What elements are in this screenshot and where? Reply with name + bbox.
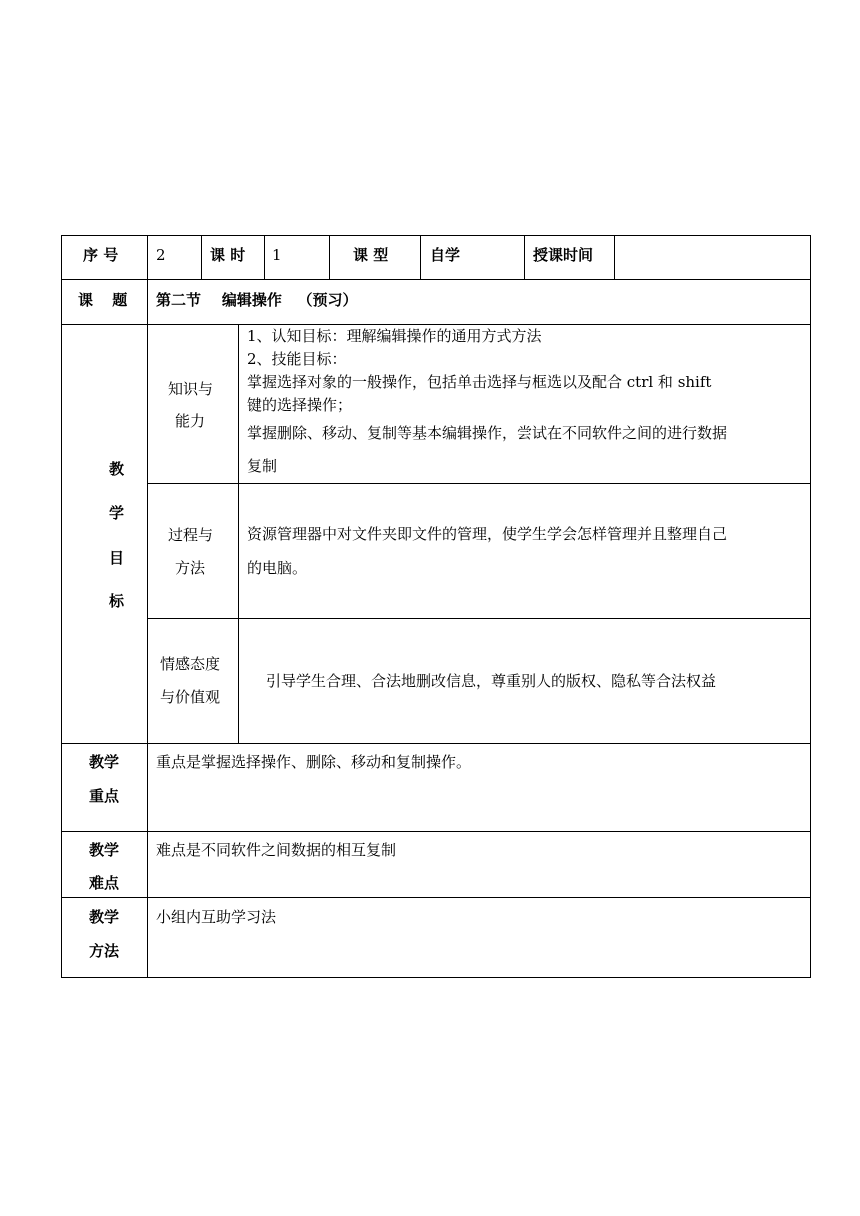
knowledge-label-line2: 能力 xyxy=(175,412,206,430)
method-content: 小组内互助学习法 xyxy=(156,908,277,926)
lesson-hours-value: 1 xyxy=(272,246,282,264)
process-content-line1: 资源管理器中对文件夹即文件的管理，使学生学会怎样管理并且整理自己 xyxy=(247,525,728,543)
emotion-content: 引导学生合理、合法地删改信息，尊重别人的版权、隐私等合法权益 xyxy=(266,672,717,690)
method-label-line1: 教学 xyxy=(89,908,120,926)
topic-value: 第二节 编辑操作 （预习） xyxy=(156,291,358,309)
knowledge-line: 复制 xyxy=(247,457,278,475)
topic-label: 课 题 xyxy=(78,291,128,309)
focus-label-line1: 教学 xyxy=(89,753,120,771)
focus-label-line2: 重点 xyxy=(89,787,120,805)
knowledge-line: 1、认知目标：理解编辑操作的通用方式方法 xyxy=(247,327,542,345)
goals-label-char: 学 xyxy=(109,504,125,522)
seq-value: 2 xyxy=(156,246,166,264)
knowledge-line: 掌握选择对象的一般操作，包括单击选择与框选以及配合 ctrl 和 shift xyxy=(247,373,712,391)
knowledge-label-line1: 知识与 xyxy=(168,380,214,398)
knowledge-line: 键的选择操作； xyxy=(247,396,353,414)
difficulty-label-line2: 难点 xyxy=(89,874,120,892)
difficulty-label-line1: 教学 xyxy=(89,841,120,859)
difficulty-content: 难点是不同软件之间数据的相互复制 xyxy=(156,841,397,859)
lesson-type-label: 课 型 xyxy=(353,246,389,264)
emotion-label-line1: 情感态度 xyxy=(160,655,221,673)
emotion-label-line2: 与价值观 xyxy=(160,688,221,706)
goals-label-char: 标 xyxy=(109,592,125,610)
lesson-hours-label: 课 时 xyxy=(210,246,246,264)
lesson-type-value: 自学 xyxy=(430,246,461,264)
goals-label-char: 教 xyxy=(109,460,125,478)
goals-label-char: 目 xyxy=(109,549,125,567)
focus-content: 重点是掌握选择操作、删除、移动和复制操作。 xyxy=(156,753,472,771)
process-content-line2: 的电脑。 xyxy=(247,559,308,577)
knowledge-line: 掌握删除、移动、复制等基本编辑操作，尝试在不同软件之间的进行数据 xyxy=(247,424,728,442)
process-label-line1: 过程与 xyxy=(168,526,214,544)
seq-label: 序 号 xyxy=(83,246,119,264)
method-label-line2: 方法 xyxy=(89,942,120,960)
knowledge-line: 2、技能目标： xyxy=(247,350,347,368)
teaching-time-label: 授课时间 xyxy=(533,246,594,264)
process-label-line2: 方法 xyxy=(175,559,206,577)
